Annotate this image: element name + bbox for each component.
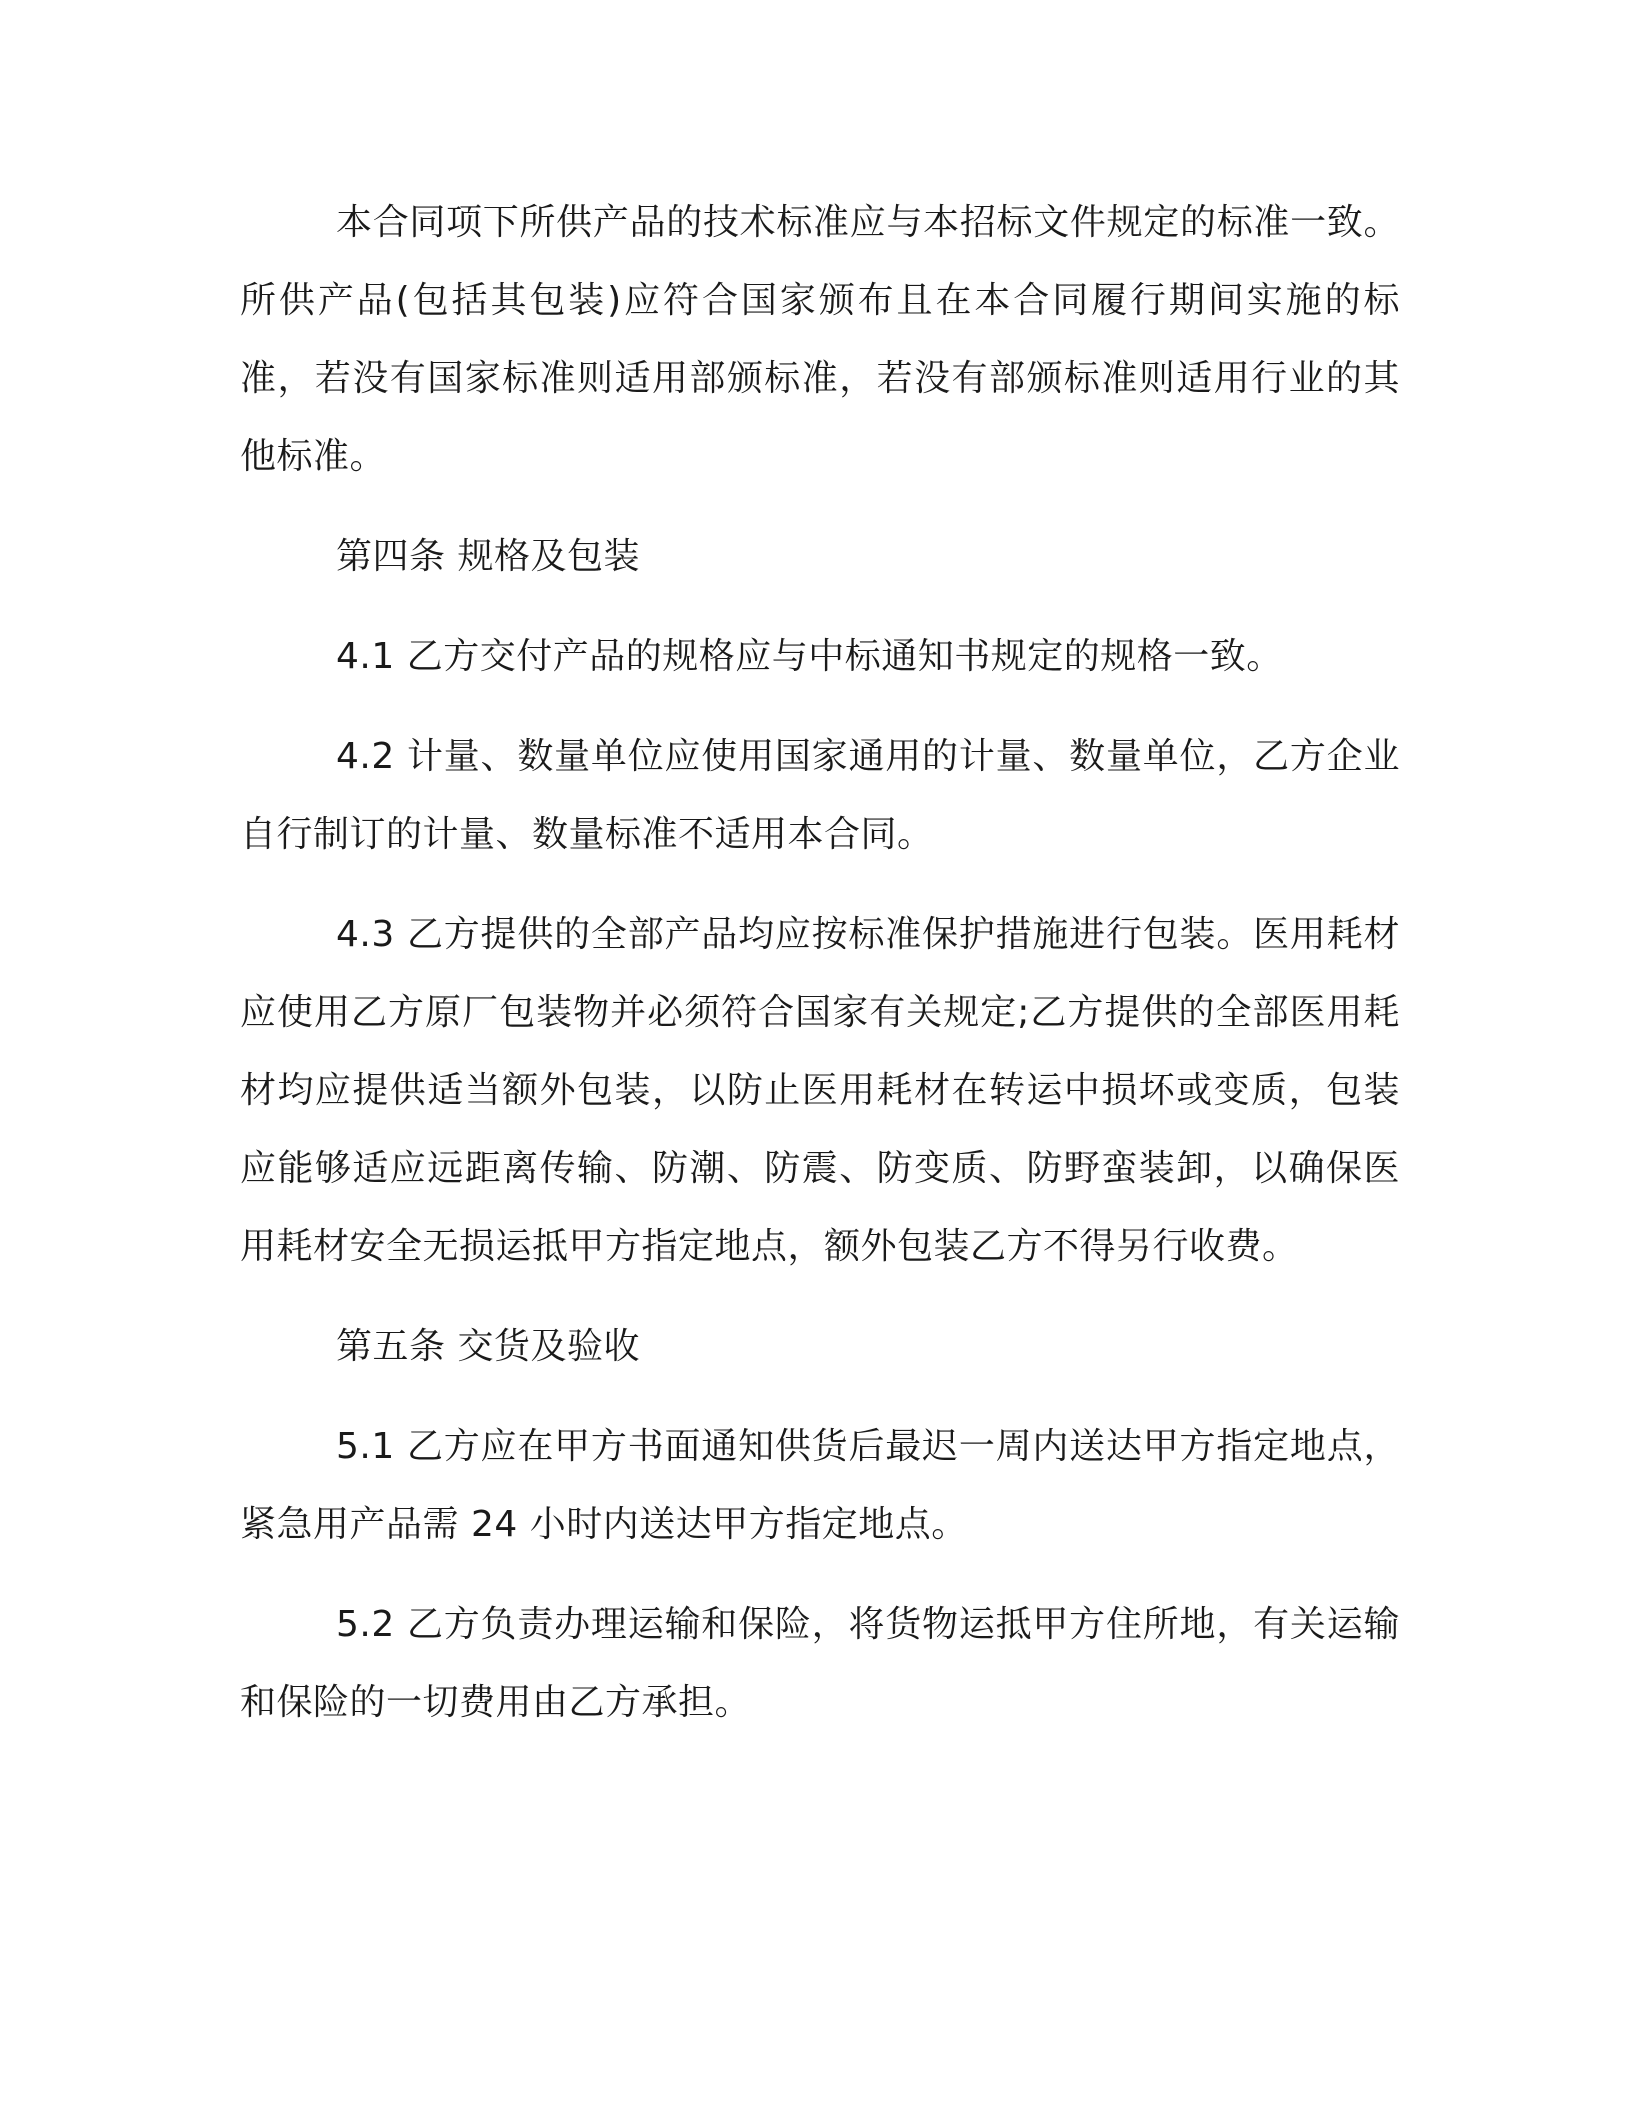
heading-article-4: 第四条 规格及包装 (336, 536, 640, 577)
paragraph-technical-standards: 本合同项下所供产品的技术标准应与本招标文件规定的标准一致。所供产品(包括其包装)应符合国家颁布且在本合同履行期间实施的标准，若没有国家标准则适用部颁标准，若没有部颁标准则适用行业的其他标准。 (240, 202, 1400, 477)
clause-4-2: 4.2 计量、数量单位应使用国家通用的计量、数量单位，乙方企业自行制订的计量、数量标准不适用本合同。 (240, 736, 1400, 855)
clause-4-3: 4.3 乙方提供的全部产品均应按标准保护措施进行包装。医用耗材应使用乙方原厂包装物并必须符合国家有关规定;乙方提供的全部医用耗材均应提供适当额外包装，以防止医用耗材在转运中损坏或变质，包装应能够适应远距离传输、防潮、防震、防变质、防野蛮装卸，以确保医用耗材安全无损运抵甲方指定地点，额外包装乙方不得另行收费。 (240, 914, 1400, 1267)
heading-article-5: 第五条 交货及验收 (336, 1326, 640, 1367)
clause-5-1: 5.1 乙方应在甲方书面通知供货后最迟一周内送达甲方指定地点，紧急用产品需 24 小时内送达甲方指定地点。 (240, 1426, 1400, 1545)
document-page (240, 184, 1400, 1742)
clause-5-2: 5.2 乙方负责办理运输和保险，将货物运抵甲方住所地，有关运输和保险的一切费用由乙方承担。 (240, 1604, 1400, 1723)
clause-4-1: 4.1 乙方交付产品的规格应与中标通知书规定的规格一致。 (336, 636, 1283, 677)
